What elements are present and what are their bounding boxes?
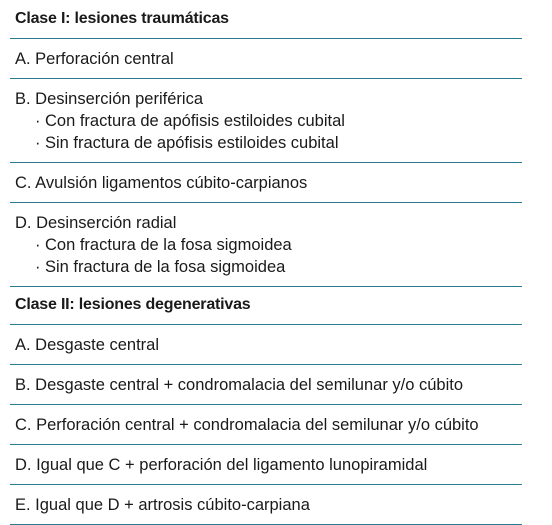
class2-title: Clase II: lesiones degenerativas xyxy=(15,296,251,313)
item-label: C. Avulsión ligamentos cúbito-carpianos xyxy=(15,174,308,192)
subitem-label: Sin fractura de la fosa sigmoidea xyxy=(45,258,286,276)
item-label: E. Igual que D + artrosis cúbito-carpiana xyxy=(15,496,310,514)
class1-item-c xyxy=(10,163,522,203)
item-label: A. Desgaste central xyxy=(15,336,159,354)
subitem xyxy=(15,234,522,256)
bullet-glyph: · xyxy=(35,236,41,254)
subitem-label: Sin fractura de apófisis estiloides cubital xyxy=(45,134,339,152)
item-label: D. Desinserción radial xyxy=(15,214,177,232)
class2-item-d xyxy=(10,445,522,485)
class1-item-d xyxy=(10,203,522,287)
class2-item-a xyxy=(10,325,522,365)
class1-title: Clase I: lesiones traumáticas xyxy=(15,10,229,27)
class1-header xyxy=(10,4,522,39)
item-label: D. Igual que C + perforación del ligamento lunopiramidal xyxy=(15,456,428,474)
item-label: B. Desgaste central + condromalacia del semilunar y/o cúbito xyxy=(15,376,464,394)
item-label: A. Perforación central xyxy=(15,50,174,68)
class2-header xyxy=(10,287,522,325)
bullet-glyph: · xyxy=(35,112,41,130)
subitem xyxy=(15,132,522,154)
classification-table xyxy=(10,0,522,525)
bullet-glyph: · xyxy=(35,258,41,276)
class2-item-e xyxy=(10,485,522,525)
subitem xyxy=(15,110,522,132)
class1-item-b xyxy=(10,79,522,163)
subitem-label: Con fractura de apófisis estiloides cubital xyxy=(45,112,345,130)
subitem xyxy=(15,256,522,278)
bullet-glyph: · xyxy=(35,134,41,152)
class2-item-b xyxy=(10,365,522,405)
class1-item-a xyxy=(10,39,522,79)
item-label: B. Desinserción periférica xyxy=(15,90,203,108)
class2-item-c xyxy=(10,405,522,445)
subitem-label: Con fractura de la fosa sigmoidea xyxy=(45,236,292,254)
item-label: C. Perforación central + condromalacia del semilunar y/o cúbito xyxy=(15,416,479,434)
